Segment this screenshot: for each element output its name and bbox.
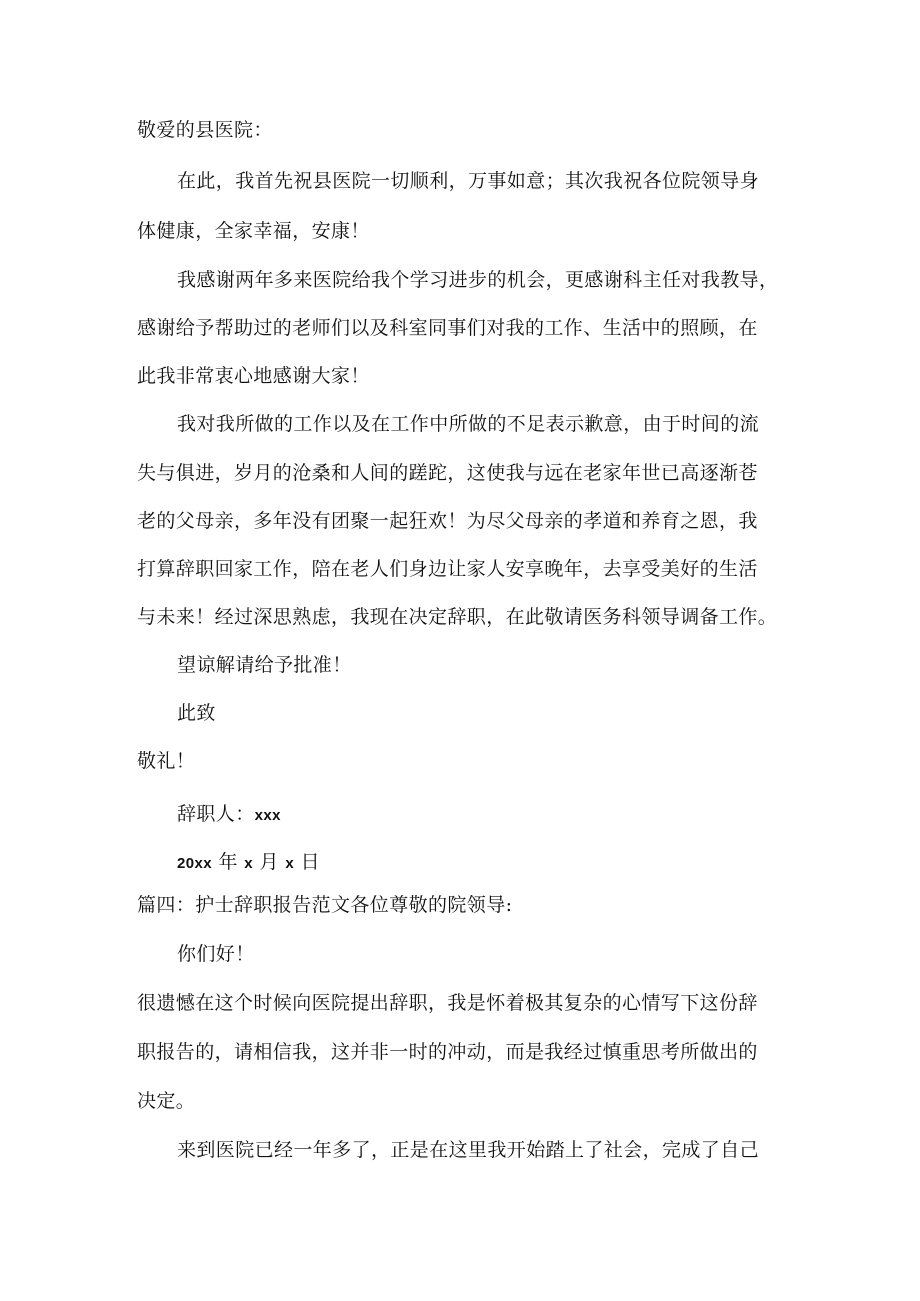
closing-line: 此致: [177, 702, 216, 724]
paragraph-line: 与未来！经过深思熟虑，我现在决定辞职，在此敬请医务科领导调备工作。: [137, 606, 778, 628]
paragraph-line: 我感谢两年多来医院给我个学习进步的机会，更感谢科主任对我教导，: [177, 269, 779, 291]
closing-line: 敬礼！: [137, 750, 196, 772]
paragraph-line: 打算辞职回家工作，陪在老人们身边让家人安享晚年，去享受美好的生活: [137, 558, 758, 580]
signer-name: xxx: [254, 807, 281, 824]
paragraph-line: 很遗憾在这个时候向医院提出辞职，我是怀着极其复杂的心情写下这份辞: [137, 992, 758, 1014]
request-line: 望谅解请给予批准！: [177, 654, 352, 676]
date-day: x: [285, 855, 295, 872]
paragraph-line: 失与俱进，岁月的沧桑和人间的蹉跎，这使我与远在老家年世已高逐渐苍: [137, 462, 758, 484]
paragraph-line: 决定。: [137, 1090, 196, 1112]
date-year: 20xx: [177, 855, 212, 872]
paragraph-line: 体健康，全家幸福，安康！: [137, 220, 370, 242]
paragraph-line: 感谢给予帮助过的老师们以及科室同事们对我的工作、生活中的照顾，在: [137, 317, 758, 339]
paragraph-line: 此我非常衷心地感谢大家！: [137, 365, 370, 387]
signer-label: 辞职人：: [177, 803, 255, 825]
greeting-line: 你们好！: [177, 943, 255, 965]
section-heading: 篇四：护士辞职报告范文各位尊敬的院领导:: [137, 894, 513, 916]
date-month-char: 月: [259, 851, 279, 873]
signer-line: [177, 802, 281, 828]
paragraph-line: 来到医院已经一年多了，正是在这里我开始踏上了社会，完成了自己: [177, 1139, 760, 1161]
date-day-char: 日: [300, 851, 320, 873]
date-month: x: [244, 855, 254, 872]
paragraph-line: 职报告的，请相信我，这并非一时的冲动，而是我经过慎重思考所做出的: [137, 1041, 758, 1063]
paragraph-line: 在此，我首先祝县医院一切顺利，万事如意；其次我祝各位院领导身: [177, 170, 760, 192]
salutation: 敬爱的县医院：: [137, 119, 273, 141]
date-line: [177, 850, 320, 876]
paragraph-line: 老的父母亲，多年没有团聚一起狂欢！为尽父母亲的孝道和养育之恩，我: [137, 510, 758, 532]
paragraph-line: 我对我所做的工作以及在工作中所做的不足表示歉意，由于时间的流: [177, 413, 760, 435]
date-year-char: 年: [218, 851, 238, 873]
